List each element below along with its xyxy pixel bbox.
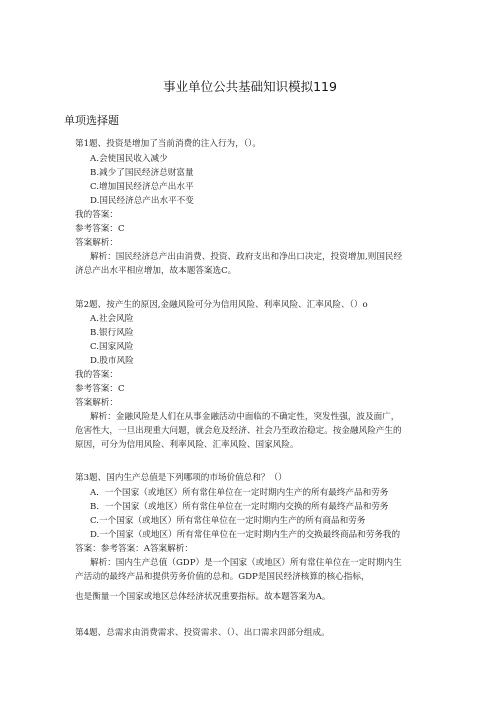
- question-3-analysis-line: 解析：国内生产总值（GDP）是一个国家（或地区）所有常住单位在一定时期内生: [90, 558, 402, 568]
- question-3-option-c: C.一个国家（或地区）所有常住单位在一定时期内生产的所有商品和劳务: [90, 516, 366, 526]
- question-2-analysis-line: 解析：金融风险是人们在从事金融活动中面临的不确定性，突发性强，波及面广，: [90, 412, 400, 422]
- question-1-option-c: C.增加国民经济总产出水平: [90, 182, 194, 192]
- question-2-analysis-line: 危害性大，一旦出现重大问题，就会危及经济、社会乃至政治稳定。按金融风险产生的: [75, 426, 402, 436]
- question-2-analysis-line: 原因，可分为信用风险、利率风险、汇率风险、国家风险。: [75, 440, 299, 450]
- question-2-my-answer: 我的答案：: [75, 370, 118, 380]
- question-3-analysis-line: 产活动的最终产品和提供劳务价值的总和。GDP是国民经济核算的核心指标，: [75, 572, 370, 582]
- question-2-reference-answer: 参考答案：C: [75, 384, 125, 394]
- section-heading: 单项选择题: [64, 114, 119, 127]
- question-2-option-a: A.社会风险: [90, 314, 134, 324]
- question-2-option-b: B.银行风险: [90, 328, 134, 338]
- question-1-option-d: D.国民经济总产出水平不变: [90, 196, 194, 206]
- question-1-option-a: A.会使国民收入减少: [90, 154, 168, 164]
- question-2-analysis-label: 答案解析：: [75, 398, 118, 408]
- question-1-my-answer: 我的答案：: [75, 210, 118, 220]
- question-3-analysis-line: 也是衡量一个国家或地区总体经济状况重要指标。故本题答案为A。: [75, 592, 331, 602]
- question-2-option-c: C.国家风险: [90, 342, 134, 352]
- question-3-answer-line: 答案：参考答案：A答案解析：: [75, 544, 193, 554]
- question-1-analysis-label: 答案解析：: [75, 238, 118, 248]
- page-title: 事业单位公共基础知识模拟119: [163, 79, 337, 94]
- question-3-stem: 第3题、国内生产总值是下列哪项的市场价值总和？（）: [75, 473, 287, 483]
- question-1-analysis-line: 济总产出水平相应增加，故本题答案选C。: [75, 266, 237, 276]
- question-2-stem: 第2题、按产生的原因,金融风险可分为信用风险、利率风险、汇率风险、（）o: [75, 300, 368, 310]
- question-1-reference-answer: 参考答案：C: [75, 224, 125, 234]
- question-3-option-b: B．一个国家（或地区）所有常住单位在一定时期内交换的所有最终产品和劳务: [90, 502, 389, 512]
- question-3-option-d: D.一个国家（或地区）所有常住单位在一定时期内生产的交换最终商品和劳务我的: [90, 530, 401, 540]
- question-1-stem: 第1题、投资是增加了当前消费的注入行为，（）。: [75, 139, 261, 149]
- question-3-option-a: A．一个国家（或地区）所有常住单位在一定时期内生产的所有最终产品和劳务: [90, 488, 389, 498]
- question-1-analysis-line: 解析：国民经济总产出由消费、投资、政府支出和净出口决定，投资增加,则国民经: [90, 252, 403, 262]
- question-1-option-b: B.减少了国民经济总财富量: [90, 168, 194, 178]
- question-2-option-d: D.股市风险: [90, 356, 134, 366]
- question-4-stem: 第4题、总需求由消费需求、投资需求、（）、出口需求四部分组成。: [75, 628, 330, 638]
